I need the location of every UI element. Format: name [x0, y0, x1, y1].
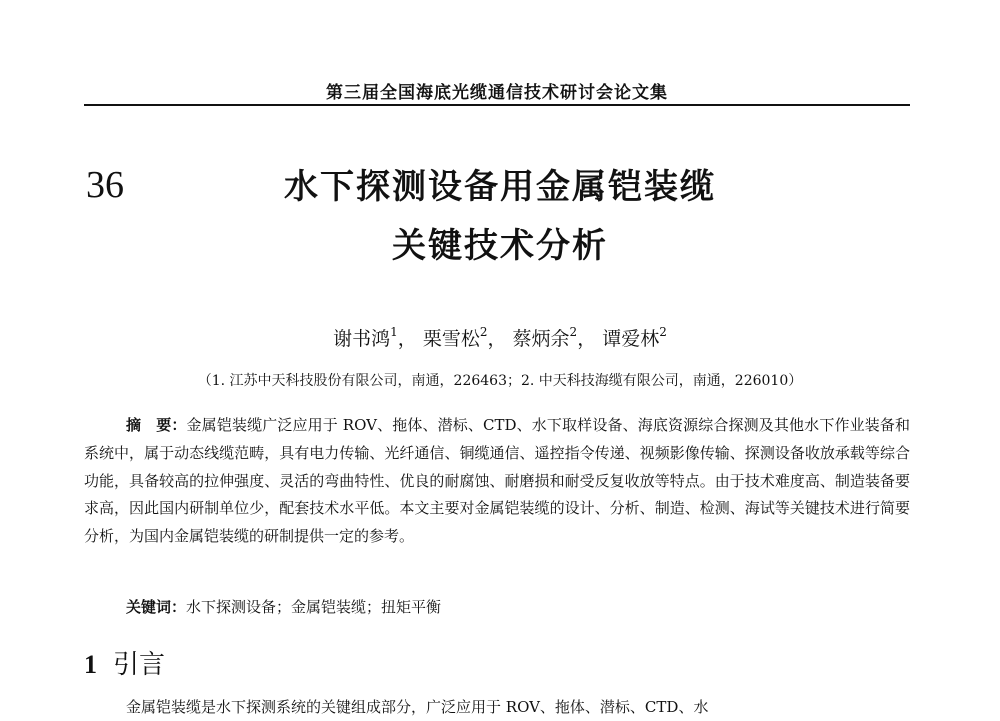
author-separator: ， [487, 328, 507, 350]
paper-title-line-1: 水下探测设备用金属铠装缆 [284, 167, 716, 207]
author-affiliation-mark: 2 [569, 325, 578, 339]
author-name: 谭爱林 [602, 328, 660, 350]
author-name: 栗雪松 [422, 328, 480, 350]
keywords [126, 600, 910, 615]
abstract [84, 412, 910, 551]
keywords-label: 关键词： [126, 598, 187, 616]
chapter-number: 36 [86, 164, 124, 206]
keywords-text: 水下探测设备；金属铠装缆；扭矩平衡 [186, 598, 442, 616]
author-name: 蔡炳余 [512, 328, 570, 350]
author-name: 谢书鸿 [333, 328, 391, 350]
author-list [90, 326, 910, 349]
header-rule [84, 104, 910, 106]
author-separator: ， [397, 328, 417, 350]
author-separator: ， [577, 328, 597, 350]
body-paragraph: 金属铠装缆是水下探测系统的关键组成部分，广泛应用于 ROV、拖体、潜标、CTD、水 [126, 698, 709, 716]
abstract-text: 金属铠装缆广泛应用于 ROV、拖体、潜标、CTD、水下取样设备、海底资源综合探测及其他水下作业装备和系统中，属于动态线缆范畴，具有电力传输、光纤通信、铜缆通信、遥控指令传递、视频影像传输、探测设备收放承载等综合功能，具备较高的拉伸强度、灵活的弯曲特性、优良的耐腐蚀、耐磨损和耐受反复收放等特点。由于技术难度高、制造装备要求高，因此国内研制单位少，配套技术水平低。本文主要对金属铠装缆的设计、分析、制造、检测、海试等关键技术进行简要分析，为国内金属铠装缆的研制提供一定的参考。 [84, 416, 910, 546]
paper-title-line-2: 关键技术分析 [392, 226, 608, 266]
abstract-label: 摘 要： [126, 416, 187, 434]
section-number: 1 [84, 650, 97, 679]
affiliations: （1. 江苏中天科技股份有限公司，南通，226463；2. 中天科技海缆有限公司，南通，226010） [197, 373, 803, 389]
author-affiliation-mark: 2 [659, 325, 667, 339]
section-heading [84, 652, 165, 678]
section-title: 引言 [113, 650, 166, 680]
author-affiliation-mark: 2 [479, 325, 488, 339]
running-header: 第三届全国海底光缆通信技术研讨会论文集 [326, 83, 668, 103]
author-affiliation-mark: 1 [390, 325, 398, 339]
